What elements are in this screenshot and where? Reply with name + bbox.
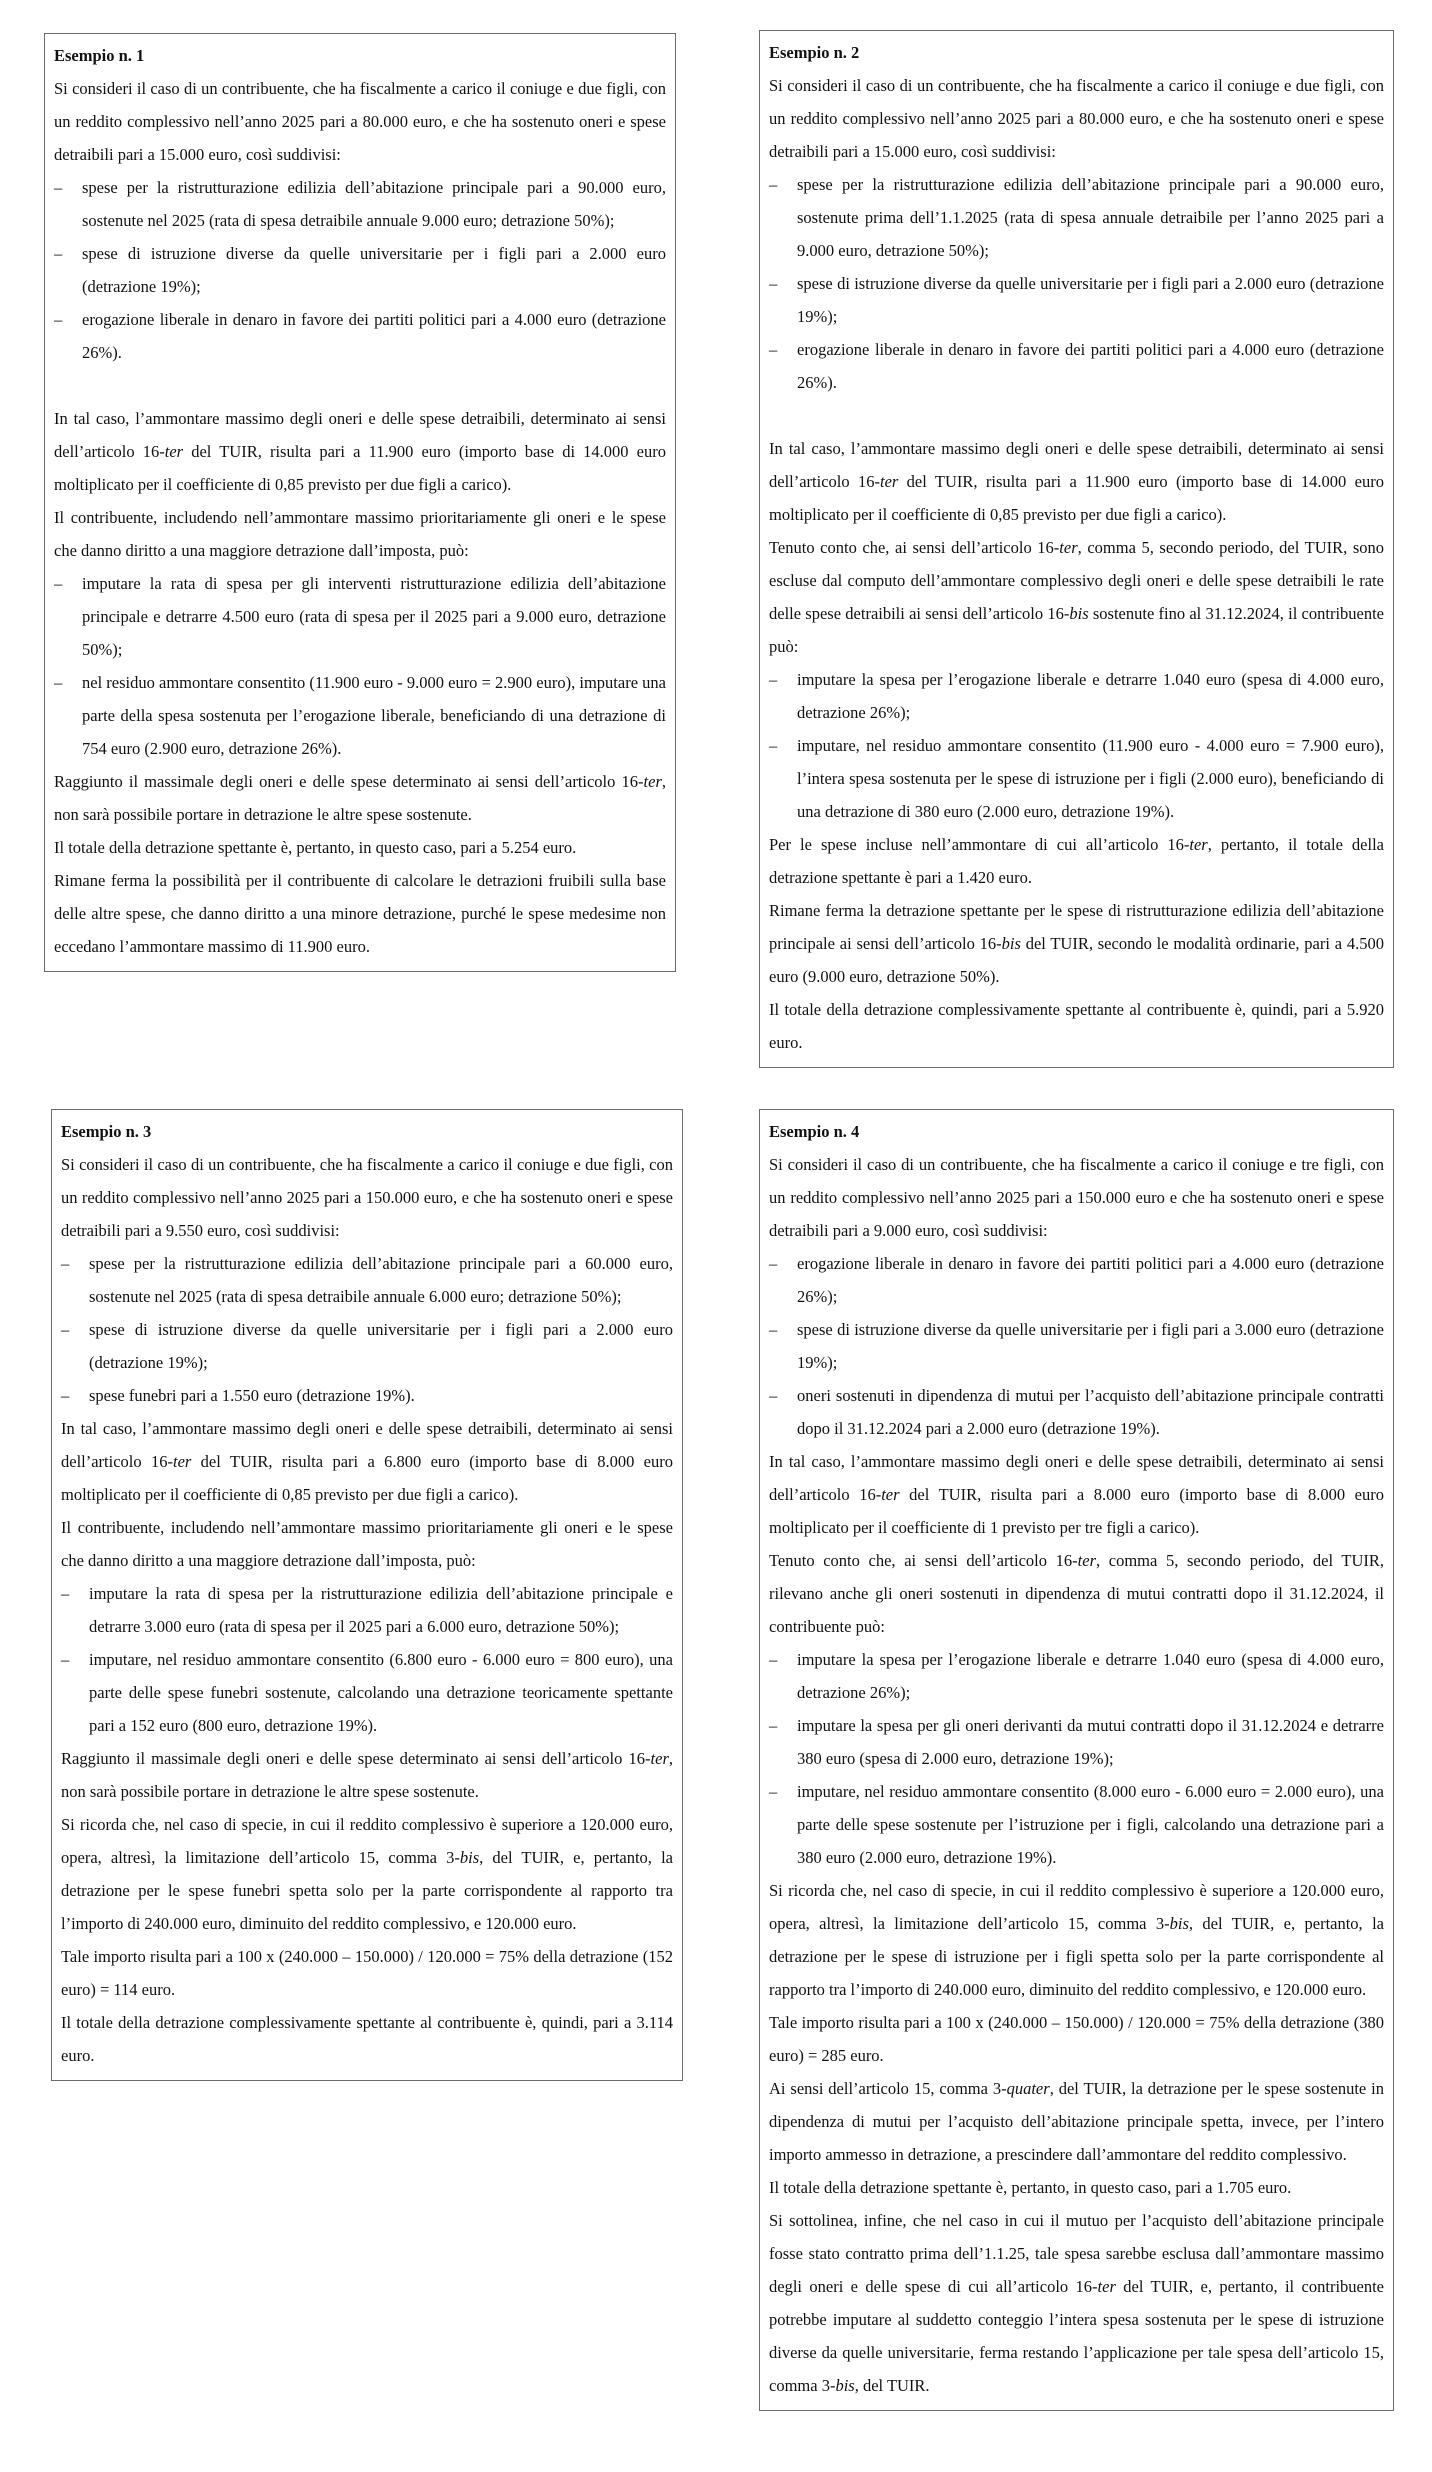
example-2-box xyxy=(759,30,1394,1068)
paragraph: Rimane ferma la possibilità per il contribuente di calcolare le detrazioni fruibili sulla base delle altre spese, che danno diritto a una minore detrazione, purché le spese medesime non eccedano l’ammontare massimo di 11.900 euro. xyxy=(54,871,666,956)
expense-list xyxy=(61,1247,673,1412)
list-item: – spese per la ristrutturazione edilizia dell’abitazione principale pari a 90.000 euro, sostenute nel 2025 (rata di spesa detraibile annuale 9.000 euro; detrazione 50%); xyxy=(54,171,666,237)
list-item: – spese funebri pari a 1.550 euro (detrazione 19%). xyxy=(61,1379,673,1412)
expense-list xyxy=(54,171,666,369)
paragraph: Tenuto conto che, ai sensi dell’articolo 16-ter, comma 5, secondo periodo, del TUIR, sono escluse dal computo dell’ammontare complessivo degli oneri e delle spese detraibili le rate delle spese detraibili ai sensi dell’articolo 16-bis sostenute fino al 31.12.2024, il contribuente può: xyxy=(769,538,1385,656)
action-list xyxy=(54,567,666,765)
action-list xyxy=(61,1577,673,1742)
paragraph: Rimane ferma la detrazione spettante per le spese di ristrutturazione edilizia dell’abitazione principale ai sensi dell’articolo 16-bis del TUIR, secondo le modalità ordinarie, pari a 4.500 euro (9.000 euro, detrazione 50%). xyxy=(769,901,1384,986)
intro-paragraph: Si consideri il caso di un contribuente, che ha fiscalmente a carico il coniuge e due figli, con un reddito complessivo nell’anno 2025 pari a 80.000 euro, e che ha sostenuto oneri e spese detraibili pari a 15.000 euro, così suddivisi: xyxy=(54,79,666,164)
list-item: – imputare, nel residuo ammontare consentito (6.800 euro - 6.000 euro = 800 euro), una parte delle spese funebri sostenute, calcolando una detrazione teoricamente spettante pari a 152 euro (800 euro, detrazione 19%). xyxy=(61,1643,673,1742)
intro-paragraph: Si consideri il caso di un contribuente, che ha fiscalmente a carico il coniuge e due figli, con un reddito complessivo nell’anno 2025 pari a 150.000 euro, e che ha sostenuto oneri e spese detraibili pari a 9.550 euro, così suddivisi: xyxy=(61,1155,673,1240)
list-item: – imputare, nel residuo ammontare consentito (11.900 euro - 4.000 euro = 7.900 euro), l’intera spesa sostenuta per le spese di istruzione per i figli (2.000 euro), beneficiando di una detrazione di 380 euro (2.000 euro, detrazione 19%). xyxy=(769,729,1384,828)
list-item: – spese per la ristrutturazione edilizia dell’abitazione principale pari a 60.000 euro, sostenute nel 2025 (rata di spesa detraibile annuale 6.000 euro; detrazione 50%); xyxy=(61,1247,673,1313)
list-item: – imputare la spesa per l’erogazione liberale e detrarre 1.040 euro (spesa di 4.000 euro, detrazione 26%); xyxy=(769,1643,1384,1709)
list-item: – imputare la rata di spesa per gli interventi ristrutturazione edilizia dell’abitazione principale e detrarre 4.500 euro (rata di spesa per il 2025 pari a 9.000 euro, detrazione 50%); xyxy=(54,567,666,666)
paragraph: Per le spese incluse nell’ammontare di cui all’articolo 16-ter, pertanto, il totale della detrazione spettante è pari a 1.420 euro. xyxy=(769,835,1384,887)
paragraph: Il contribuente, includendo nell’ammontare massimo prioritariamente gli oneri e le spese che danno diritto a una maggiore detrazione dall’imposta, può: xyxy=(54,508,666,560)
example-1-box xyxy=(44,33,676,972)
paragraph: Il totale della detrazione complessivamente spettante al contribuente è, quindi, pari a 3.114 euro. xyxy=(61,2013,673,2065)
paragraph: Raggiunto il massimale degli oneri e delle spese determinato ai sensi dell’articolo 16-ter, non sarà possibile portare in detrazione le altre spese sostenute. xyxy=(61,1749,673,1801)
list-item: – spese di istruzione diverse da quelle universitarie per i figli pari a 2.000 euro (detrazione 19%); xyxy=(54,237,666,303)
list-item: – imputare la spesa per gli oneri derivanti da mutui contratti dopo il 31.12.2024 e detrarre 380 euro (spesa di 2.000 euro, detrazione 19%); xyxy=(769,1709,1384,1775)
paragraph: Ai sensi dell’articolo 15, comma 3-quater, del TUIR, la detrazione per le spese sostenute in dipendenza di mutui per l’acquisto dell’abitazione principale spetta, invece, per l’intero importo ammesso in detrazione, a prescindere dall’ammontare del reddito complessivo. xyxy=(769,2079,1384,2164)
list-item: – spese di istruzione diverse da quelle universitarie per i figli pari a 2.000 euro (detrazione 19%); xyxy=(769,267,1384,333)
paragraph: Il contribuente, includendo nell’ammontare massimo prioritariamente gli oneri e le spese che danno diritto a una maggiore detrazione dall’imposta, può: xyxy=(61,1518,673,1570)
intro-paragraph: Si consideri il caso di un contribuente, che ha fiscalmente a carico il coniuge e tre figli, con un reddito complessivo nell’anno 2025 pari a 150.000 euro e che ha sostenuto oneri e spese detraibili pari a 9.000 euro, così suddivisi: xyxy=(769,1155,1384,1240)
paragraph: Raggiunto il massimale degli oneri e delle spese determinato ai sensi dell’articolo 16-ter, non sarà possibile portare in detrazione le altre spese sostenute. xyxy=(54,772,666,824)
paragraph: In tal caso, l’ammontare massimo degli oneri e delle spese detraibili, determinato ai sensi dell’articolo 16-ter del TUIR, risulta pari a 8.000 euro (importo base di 8.000 euro moltiplicato per il coefficiente di 1 previsto per tre figli a carico). xyxy=(769,1452,1384,1537)
intro-paragraph: Si consideri il caso di un contribuente, che ha fiscalmente a carico il coniuge e due figli, con un reddito complessivo nell’anno 2025 pari a 80.000 euro, e che ha sostenuto oneri e spese detraibili pari a 15.000 euro, così suddivisi: xyxy=(769,76,1384,161)
example-title: Esempio n. 1 xyxy=(54,46,145,65)
list-item: – erogazione liberale in denaro in favore dei partiti politici pari a 4.000 euro (detrazione 26%). xyxy=(769,333,1384,399)
example-4-box xyxy=(759,1109,1394,2411)
example-title: Esempio n. 3 xyxy=(61,1122,152,1141)
paragraph: Si ricorda che, nel caso di specie, in cui il reddito complessivo è superiore a 120.000 euro, opera, altresì, la limitazione dell’articolo 15, comma 3-bis, del TUIR, e, pertanto, la detrazione per le spese di istruzione per i figli spetta solo per la parte corrispondente al rapporto tra l’importo di 240.000 euro, diminuito del reddito complessivo, e 120.000 euro. xyxy=(769,1881,1384,1999)
expense-list xyxy=(769,168,1384,399)
paragraph: Si sottolinea, infine, che nel caso in cui il mutuo per l’acquisto dell’abitazione principale fosse stato contratto prima dell’1.1.25, tale spesa sarebbe esclusa dall’ammontare massimo degli oneri e delle spese di cui all’articolo 16-ter del TUIR, e, pertanto, il contribuente potrebbe imputare al suddetto conteggio l’intera spesa sostenuta per le spese di istruzione diverse da quelle universitarie, ferma restando l’applicazione per tale spesa dell’articolo 15, comma 3-bis, del TUIR. xyxy=(769,2211,1385,2395)
example-3-box xyxy=(51,1109,683,2081)
list-item: – nel residuo ammontare consentito (11.900 euro - 9.000 euro = 2.900 euro), imputare una parte della spesa sostenuta per l’erogazione liberale, beneficiando di una detrazione di 754 euro (2.900 euro, detrazione 26%). xyxy=(54,666,666,765)
list-item: – erogazione liberale in denaro in favore dei partiti politici pari a 4.000 euro (detrazione 26%); xyxy=(769,1247,1384,1313)
action-list xyxy=(769,1643,1384,1874)
example-title: Esempio n. 4 xyxy=(769,1122,860,1141)
list-item: – imputare la spesa per l’erogazione liberale e detrarre 1.040 euro (spesa di 4.000 euro, detrazione 26%); xyxy=(769,663,1384,729)
action-list xyxy=(769,663,1384,828)
paragraph: Il totale della detrazione spettante è, pertanto, in questo caso, pari a 5.254 euro. xyxy=(54,838,577,857)
list-item: – erogazione liberale in denaro in favore dei partiti politici pari a 4.000 euro (detrazione 26%). xyxy=(54,303,666,369)
list-item: – oneri sostenuti in dipendenza di mutui per l’acquisto dell’abitazione principale contratti dopo il 31.12.2024 pari a 2.000 euro (detrazione 19%). xyxy=(769,1379,1384,1445)
paragraph: Si ricorda che, nel caso di specie, in cui il reddito complessivo è superiore a 120.000 euro, opera, altresì, la limitazione dell’articolo 15, comma 3-bis, del TUIR, e, pertanto, la detrazione per le spese funebri spetta solo per la parte corrispondente al rapporto tra l’importo di 240.000 euro, diminuito del reddito complessivo, e 120.000 euro. xyxy=(61,1815,673,1933)
paragraph: Il totale della detrazione complessivamente spettante al contribuente è, quindi, pari a 5.920 euro. xyxy=(769,1000,1384,1052)
expense-list xyxy=(769,1247,1384,1445)
paragraph: Tenuto conto che, ai sensi dell’articolo 16-ter, comma 5, secondo periodo, del TUIR, rilevano anche gli oneri sostenuti in dipendenza di mutui contratti dopo il 31.12.2024, il contribuente può: xyxy=(769,1551,1384,1636)
paragraph: Tale importo risulta pari a 100 x (240.000 – 150.000) / 120.000 = 75% della detrazione (152 euro) = 114 euro. xyxy=(61,1947,673,1999)
list-item: – spese per la ristrutturazione edilizia dell’abitazione principale pari a 90.000 euro, sostenute prima dell’1.1.2025 (rata di spesa annuale detraibile per l’anno 2025 pari a 9.000 euro, detrazione 50%); xyxy=(769,168,1384,267)
paragraph: Il totale della detrazione spettante è, pertanto, in questo caso, pari a 1.705 euro. xyxy=(769,2178,1292,2197)
list-item: – spese di istruzione diverse da quelle universitarie per i figli pari a 3.000 euro (detrazione 19%); xyxy=(769,1313,1384,1379)
paragraph: In tal caso, l’ammontare massimo degli oneri e delle spese detraibili, determinato ai sensi dell’articolo 16-ter del TUIR, risulta pari a 11.900 euro (importo base di 14.000 euro moltiplicato per il coefficiente di 0,85 previsto per due figli a carico). xyxy=(769,439,1384,524)
paragraph: Tale importo risulta pari a 100 x (240.000 – 150.000) / 120.000 = 75% della detrazione (380 euro) = 285 euro. xyxy=(769,2013,1384,2065)
list-item: – imputare la rata di spesa per la ristrutturazione edilizia dell’abitazione principale e detrarre 3.000 euro (rata di spesa per il 2025 pari a 6.000 euro, detrazione 50%); xyxy=(61,1577,673,1643)
list-item: – imputare, nel residuo ammontare consentito (8.000 euro - 6.000 euro = 2.000 euro), una parte delle spese sostenute per l’istruzione per i figli, calcolando una detrazione pari a 380 euro (2.000 euro, detrazione 19%). xyxy=(769,1775,1384,1874)
paragraph: In tal caso, l’ammontare massimo degli oneri e delle spese detraibili, determinato ai sensi dell’articolo 16-ter del TUIR, risulta pari a 11.900 euro (importo base di 14.000 euro moltiplicato per il coefficiente di 0,85 previsto per due figli a carico). xyxy=(54,409,666,494)
example-title: Esempio n. 2 xyxy=(769,43,860,62)
paragraph: In tal caso, l’ammontare massimo degli oneri e delle spese detraibili, determinato ai sensi dell’articolo 16-ter del TUIR, risulta pari a 6.800 euro (importo base di 8.000 euro moltiplicato per il coefficiente di 0,85 previsto per due figli a carico). xyxy=(61,1419,673,1504)
list-item: – spese di istruzione diverse da quelle universitarie per i figli pari a 2.000 euro (detrazione 19%); xyxy=(61,1313,673,1379)
